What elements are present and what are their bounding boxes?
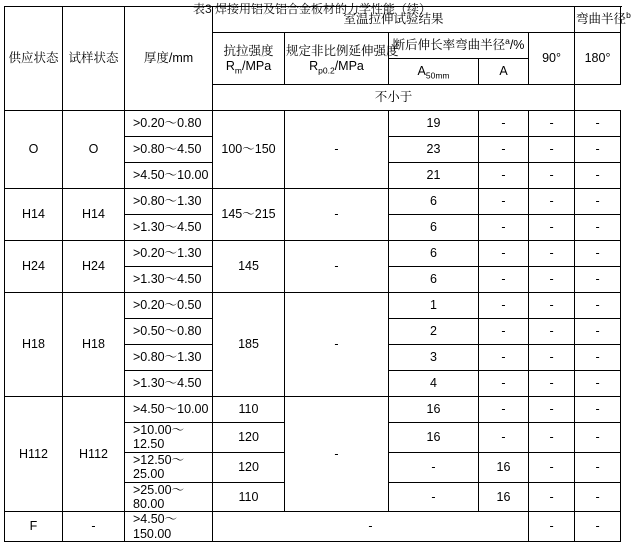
cell-a50: 19 [389, 111, 479, 137]
cell-sample-state: H18 [63, 293, 125, 397]
header-thickness: 厚度/mm [125, 7, 213, 111]
header-rm [213, 33, 285, 85]
cell-thickness: >0.50～0.80 [125, 319, 213, 345]
table-row [5, 293, 621, 319]
cell-sample-state: - [63, 512, 125, 542]
header-sample-state: 试样状态 [63, 7, 125, 111]
cell-bend-180: - [575, 452, 621, 482]
cell-bend-180: - [575, 371, 621, 397]
cell-thickness: >1.30～4.50 [125, 371, 213, 397]
cell-bend-90: - [529, 452, 575, 482]
cell-bend-180: - [575, 512, 621, 542]
cell-a50: 6 [389, 241, 479, 267]
header-not-less-than: 不小于 [213, 85, 575, 111]
table-caption: 表3 焊接用铝及铝合金板材的力学性能（续） [192, 2, 431, 16]
cell-thickness: >0.20～1.30 [125, 241, 213, 267]
cell-bend-180: - [575, 345, 621, 371]
cell-a: - [479, 137, 529, 163]
cell-bend-90: - [529, 371, 575, 397]
cell-bend-90: - [529, 215, 575, 241]
header-elongation-unit: /% [509, 38, 525, 53]
cell-a50: 2 [389, 319, 479, 345]
cell-a50: - [389, 452, 479, 482]
header-bend-radius-group [575, 7, 631, 33]
cell-thickness: >4.50～150.00 [125, 512, 213, 542]
cell-supply-state: F [5, 512, 63, 542]
cell-bend-180: - [575, 397, 621, 423]
header-supply-state: 供应状态 [5, 7, 63, 111]
header-spacer-1 [575, 85, 621, 111]
header-row-group [5, 7, 621, 33]
cell-bend-90: - [529, 111, 575, 137]
header-rm-line2 [214, 59, 283, 73]
header-rm-symbol: R [225, 58, 235, 73]
cell-properties-dash: - [213, 512, 529, 542]
cell-thickness: >4.50～10.00 [125, 397, 213, 423]
cell-a50: 6 [389, 215, 479, 241]
cell-bend-180: - [575, 215, 621, 241]
header-elongation-sup: a [505, 36, 510, 47]
cell-rm: 120 [213, 423, 285, 453]
header-bend-180: 180° [575, 33, 621, 85]
cell-supply-state: H24 [5, 241, 63, 293]
cell-rp02: - [285, 241, 389, 293]
cell-bend-180: - [575, 111, 621, 137]
cell-a: - [479, 293, 529, 319]
cell-bend-90: - [529, 293, 575, 319]
cell-sample-state: O [63, 111, 125, 189]
cell-a: - [479, 163, 529, 189]
header-rp02-line1: 规定非比例延伸强度 [286, 44, 399, 59]
cell-bend-180: - [575, 241, 621, 267]
cell-thickness: >25.00～80.00 [125, 482, 213, 512]
cell-sample-state: H24 [63, 241, 125, 293]
header-elongation-bendnote: 弯曲半径 [455, 38, 506, 53]
cell-a: - [479, 319, 529, 345]
cell-rm: 120 [213, 452, 285, 482]
cell-a: - [479, 345, 529, 371]
table-row [5, 111, 621, 137]
cell-bend-90: - [529, 319, 575, 345]
cell-thickness: >4.50～10.00 [125, 163, 213, 189]
cell-sample-state: H112 [63, 397, 125, 512]
header-rp02-symbol: R [309, 58, 319, 73]
mechanical-properties-table [4, 6, 631, 542]
cell-rm: 110 [213, 397, 285, 423]
cell-a: - [479, 111, 529, 137]
cell-a50: 23 [389, 137, 479, 163]
cell-thickness: >0.80～1.30 [125, 345, 213, 371]
cell-rp02: - [285, 397, 389, 512]
cell-sample-state: H14 [63, 189, 125, 241]
cell-bend-90: - [529, 423, 575, 453]
header-rm-subscript: m [234, 65, 242, 75]
header-rp02 [285, 33, 399, 85]
cell-thickness: >10.00～12.50 [125, 423, 213, 453]
header-a50 [389, 59, 479, 85]
cell-a50: - [389, 482, 479, 512]
cell-a: - [479, 423, 529, 453]
cell-a50: 6 [389, 267, 479, 293]
cell-bend-180: - [575, 189, 621, 215]
header-rp02-unit: /MPa [334, 58, 364, 73]
cell-bend-180: - [575, 482, 621, 512]
cell-a50: 1 [389, 293, 479, 319]
cell-bend-90: - [529, 189, 575, 215]
header-tensile-group: 室温拉伸试验结果 [213, 7, 575, 33]
header-elongation [389, 33, 529, 59]
header-rp02-line2 [286, 59, 387, 73]
cell-a50: 3 [389, 345, 479, 371]
header-a50-symbol: A [417, 64, 426, 79]
cell-bend-90: - [529, 267, 575, 293]
cell-a50: 16 [389, 397, 479, 423]
cell-a50: 6 [389, 189, 479, 215]
cell-rp02: - [285, 293, 389, 397]
table-row [5, 241, 621, 267]
cell-bend-90: - [529, 163, 575, 189]
cell-thickness: >12.50～25.00 [125, 452, 213, 482]
cell-a50: 4 [389, 371, 479, 397]
cell-rp02: - [285, 189, 389, 241]
cell-thickness: >1.30～4.50 [125, 215, 213, 241]
header-rp02-subscript: p0.2 [318, 65, 335, 75]
cell-rm: 110 [213, 482, 285, 512]
header-rm-unit: /MPa [241, 58, 272, 73]
cell-bend-180: - [575, 319, 621, 345]
cell-rm: 100～150 [213, 111, 285, 189]
cell-bend-90: - [529, 397, 575, 423]
cell-thickness: >0.80～1.30 [125, 189, 213, 215]
cell-bend-180: - [575, 137, 621, 163]
cell-bend-90: - [529, 345, 575, 371]
cell-supply-state: H14 [5, 189, 63, 241]
cell-bend-90: - [529, 512, 575, 542]
cell-bend-180: - [575, 267, 621, 293]
header-bend-90: 90° [529, 33, 575, 85]
cell-bend-90: - [529, 137, 575, 163]
cell-thickness: >0.20～0.50 [125, 293, 213, 319]
cell-bend-180: - [575, 423, 621, 453]
cell-a: - [479, 371, 529, 397]
cell-thickness: >0.80～4.50 [125, 137, 213, 163]
cell-thickness: >1.30～4.50 [125, 267, 213, 293]
cell-a: - [479, 267, 529, 293]
cell-a: 16 [479, 452, 529, 482]
cell-bend-180: - [575, 293, 621, 319]
header-bend-radius-group-sup: b [626, 10, 631, 21]
table-row [5, 189, 621, 215]
cell-a50: 16 [389, 423, 479, 453]
cell-supply-state: O [5, 111, 63, 189]
cell-supply-state: H112 [5, 397, 63, 512]
cell-a: - [479, 397, 529, 423]
cell-a: - [479, 241, 529, 267]
cell-a: 16 [479, 482, 529, 512]
cell-rm: 145 [213, 241, 285, 293]
cell-rp02: - [285, 111, 389, 189]
table-row [5, 397, 621, 423]
header-a50-subscript: 50mm [425, 70, 450, 81]
cell-thickness: >0.20～0.80 [125, 111, 213, 137]
header-bend-radius-group-text: 弯曲半径 [576, 12, 627, 27]
cell-bend-90: - [529, 482, 575, 512]
cell-bend-90: - [529, 241, 575, 267]
header-elongation-text: 断后伸长率 [392, 38, 456, 53]
cell-a: - [479, 189, 529, 215]
cell-a50: 21 [389, 163, 479, 189]
cell-rm: 185 [213, 293, 285, 397]
header-rm-line1: 抗拉强度 [223, 44, 274, 59]
cell-supply-state: H18 [5, 293, 63, 397]
cell-bend-180: - [575, 163, 621, 189]
cell-rm: 145～215 [213, 189, 285, 241]
table-row [5, 512, 621, 542]
cell-a: - [479, 215, 529, 241]
header-a: A [479, 59, 529, 85]
